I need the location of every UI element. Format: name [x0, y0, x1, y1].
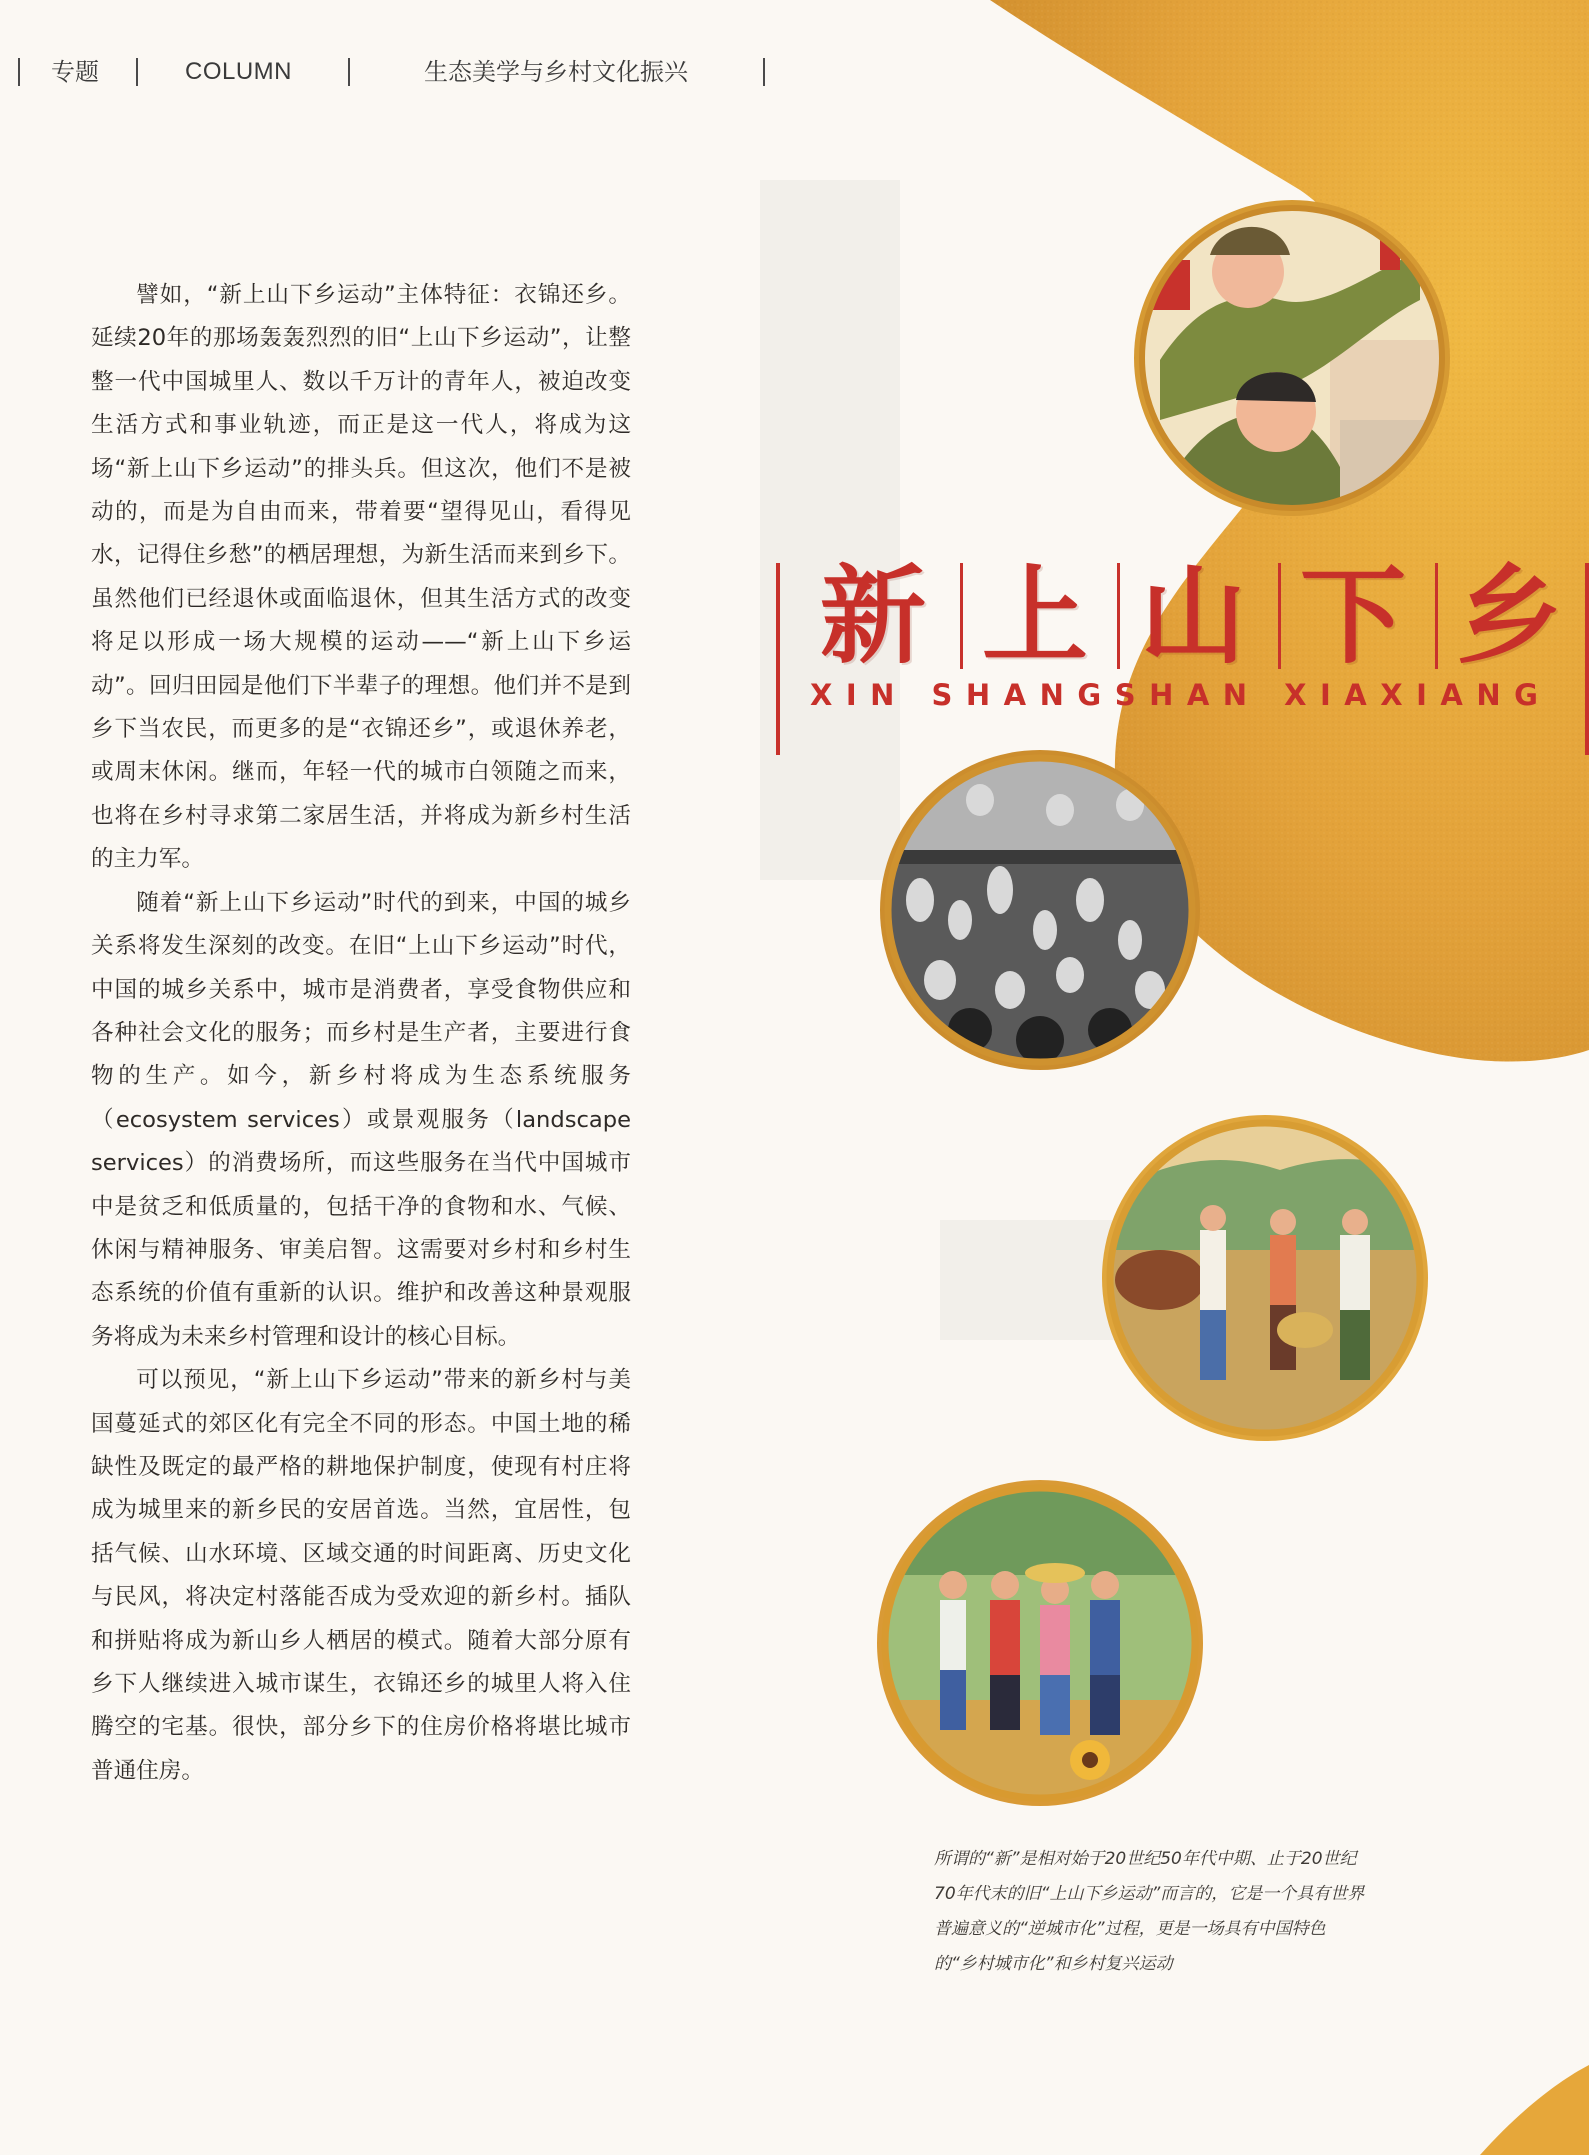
title-separator — [960, 563, 963, 669]
article-body — [91, 274, 631, 1793]
header-divider — [18, 58, 20, 86]
title-char: 乡 — [1456, 553, 1562, 678]
title-right-rule — [1585, 563, 1589, 755]
header-divider — [136, 58, 138, 86]
medallion-farmers-ox — [1100, 1115, 1430, 1450]
medallion-youth-walking — [877, 1480, 1210, 1810]
title-char: 上 — [982, 553, 1088, 678]
title-pinyin: XIN SHANGSHAN XIAXIANG — [810, 678, 1552, 712]
paragraph: 譬如，“新上山下乡运动”主体特征：衣锦还乡。延续20年的那场轰轰烈烈的旧“上山下乡运动”，让整整一代中国城里人、数以千万计的青年人，被迫改变生活方式和事业轨迹，而正是这一代人，将成为这场“新上山下乡运动”的排头兵。但这次，他们不是被动的，而是为自由而来，带着要“望得见山，看得见水，记得住乡愁”的栖居理想，为新生活而来到乡下。虽然他们已经退休或面临退休，但其生活方式的改变将足以形成一场大规模的运动——“新上山下乡运动”。回归田园是他们下半辈子的理想。他们并不是到乡下当农民，而更多的是“衣锦还乡”，或退休养老，或周末休闲。继而，年轻一代的城市白领随之而来，也将在乡村寻求第二家居生活，并将成为新乡村生活的主力军。 — [91, 282, 631, 873]
header-column: COLUMN — [185, 58, 293, 85]
medallion-crowd-photo — [880, 750, 1200, 1074]
title-char: 下 — [1300, 553, 1406, 678]
header-section: 专题 — [51, 58, 99, 86]
title-separator — [1278, 563, 1281, 669]
header-divider — [763, 58, 765, 86]
title-left-rule — [776, 563, 780, 755]
header-divider — [348, 58, 350, 86]
page-header — [0, 56, 800, 88]
gold-corner-shape — [1480, 2065, 1589, 2155]
header-topic: 生态美学与乡村文化振兴 — [424, 58, 688, 86]
paragraph: 可以预见，“新上山下乡运动”带来的新乡村与美国蔓延式的郊区化有完全不同的形态。中国土地的稀缺性及既定的最严格的耕地保护制度，使现有村庄将成为城里来的新乡民的安居首选。当然，宜居性，包括气候、山水环境、区域交通的时间距离、历史文化与民风，将决定村落能否成为受欢迎的新乡村。插队和拼贴将成为新山乡人栖居的模式。随着大部分原有乡下人继续进入城市谋生，衣锦还乡的城里人将入住腾空的宅基。很快，部分乡下的住房价格将堪比城市普通住房。 — [91, 1367, 631, 1784]
title-char: 山 — [1140, 553, 1246, 678]
title-separator — [1117, 563, 1120, 669]
title-char: 新 — [820, 553, 926, 678]
image-caption: 所谓的“新”是相对始于20世纪50年代中期、止于20世纪70年代末的旧“上山下乡运动”而言的，它是一个具有世界普遍意义的“逆城市化”过程，更是一场具有中国特色的“乡村城市化”和乡村复兴运动 — [934, 1849, 1365, 1974]
title-separator — [1435, 563, 1438, 669]
paragraph: 随着“新上山下乡运动”时代的到来，中国的城乡关系将发生深刻的改变。在旧“上山下乡运动”时代，中国的城乡关系中，城市是消费者，享受食物供应和各种社会文化的服务；而乡村是生产者，主要进行食物的生产。如今，新乡村将成为生态系统服务（ecosystem services）或景观服务（landscape services）的消费场所，而这些服务在当代中国城市中是贫乏和低质量的，包括干净的食物和水、气候、休闲与精神服务、审美启智。这需要对乡村和乡村生态系统的价值有重新的认识。维护和改善这种景观服务将成为未来乡村管理和设计的核心目标。 — [91, 889, 631, 1350]
